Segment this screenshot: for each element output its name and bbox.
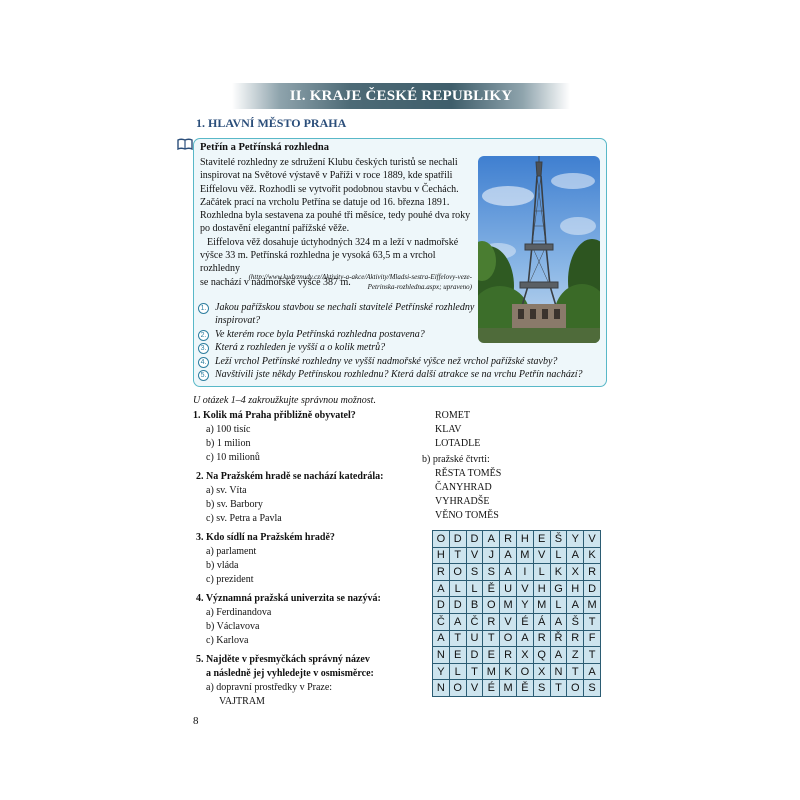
wordsearch-cell[interactable]: Z: [567, 647, 584, 664]
task-2-option[interactable]: b) sv. Barbory: [206, 499, 263, 510]
book-icon: [177, 138, 193, 150]
wordsearch-cell[interactable]: Č: [433, 614, 450, 631]
chapter-title: II. KRAJE ČESKÉ REPUBLIKY: [289, 87, 513, 104]
wordsearch-cell[interactable]: H: [517, 531, 534, 548]
wordsearch-cell[interactable]: U: [467, 631, 484, 648]
wordsearch-cell[interactable]: E: [534, 531, 551, 548]
anagram-word: KLAV: [435, 424, 462, 435]
task-5-part-a: a) dopravní prostředky v Praze:: [206, 682, 333, 693]
wordsearch-cell[interactable]: A: [433, 581, 450, 598]
question-number-badge: 5.: [198, 370, 209, 381]
wordsearch-cell[interactable]: R: [584, 564, 601, 581]
wordsearch-cell[interactable]: A: [567, 548, 584, 565]
wordsearch-cell[interactable]: Y: [517, 597, 534, 614]
question-number-badge: 1.: [198, 303, 209, 314]
article-line: se nachází v nadmořské výšce 387 m.: [200, 276, 351, 288]
instruction-text: U otázek 1–4 zakroužkujte správnou možnost.: [193, 395, 376, 406]
task-4-option[interactable]: b) Václavova: [206, 621, 260, 632]
question-item: [198, 369, 598, 382]
question-item: [198, 342, 598, 355]
wordsearch-cell[interactable]: L: [450, 664, 467, 681]
wordsearch-cell[interactable]: Š: [551, 531, 568, 548]
wordsearch-cell[interactable]: O: [450, 564, 467, 581]
article-line: Eiffelova věž dosahuje úctyhodných 324 m a leží v nadmořské: [207, 236, 459, 248]
wordsearch-cell[interactable]: R: [534, 631, 551, 648]
task-2-option[interactable]: a) sv. Víta: [206, 485, 247, 496]
wordsearch-cell[interactable]: O: [483, 597, 500, 614]
wordsearch-cell[interactable]: A: [517, 631, 534, 648]
wordsearch-cell[interactable]: T: [450, 631, 467, 648]
wordsearch-cell[interactable]: O: [450, 680, 467, 697]
article-line: Rozhledna byla sestavena za pouhé tři měsíce, tedy pouhé dva roky: [200, 210, 471, 222]
wordsearch-cell[interactable]: V: [534, 548, 551, 565]
wordsearch-cell[interactable]: Ě: [517, 680, 534, 697]
wordsearch-cell[interactable]: Č: [467, 614, 484, 631]
question-text: inspirovat?: [215, 315, 261, 327]
wordsearch-cell[interactable]: S: [534, 680, 551, 697]
wordsearch-cell[interactable]: Q: [534, 647, 551, 664]
article-line: výšce 33 m. Petřínská rozhledna je vysoká 63,5 m a vrchol rozhledny: [200, 250, 436, 275]
wordsearch-cell[interactable]: T: [467, 664, 484, 681]
task-1-question: 1. Kolik má Praha přibližně obyvatel?: [193, 410, 356, 421]
wordsearch-cell[interactable]: A: [500, 564, 517, 581]
wordsearch-cell[interactable]: J: [483, 548, 500, 565]
wordsearch-cell[interactable]: E: [450, 647, 467, 664]
wordsearch-cell[interactable]: A: [551, 647, 568, 664]
wordsearch-cell[interactable]: T: [483, 631, 500, 648]
wordsearch-cell[interactable]: M: [584, 597, 601, 614]
source-citation: [200, 272, 472, 292]
question-item: [198, 356, 598, 369]
wordsearch-cell[interactable]: I: [517, 564, 534, 581]
question-number-badge: 3.: [198, 343, 209, 354]
wordsearch-cell[interactable]: N: [433, 647, 450, 664]
wordsearch-cell[interactable]: X: [567, 564, 584, 581]
wordsearch-cell[interactable]: L: [534, 564, 551, 581]
task-3-option[interactable]: a) parlament: [206, 546, 257, 557]
task-4-option[interactable]: a) Ferdinandova: [206, 607, 272, 618]
wordsearch-cell[interactable]: A: [500, 548, 517, 565]
wordsearch-cell[interactable]: H: [567, 581, 584, 598]
wordsearch-cell[interactable]: T: [551, 680, 568, 697]
anagram-word: VĚNO TOMĚS: [435, 510, 499, 521]
anagram-word: ROMET: [435, 410, 470, 421]
wordsearch-cell[interactable]: L: [551, 548, 568, 565]
wordsearch-cell[interactable]: X: [517, 647, 534, 664]
wordsearch-cell[interactable]: M: [517, 548, 534, 565]
wordsearch-cell[interactable]: Š: [567, 614, 584, 631]
task-5-heading: a následně jej vyhledejte v osmisměrce:: [206, 668, 374, 679]
wordsearch-cell[interactable]: V: [517, 581, 534, 598]
wordsearch-cell[interactable]: D: [450, 531, 467, 548]
wordsearch-cell[interactable]: S: [483, 564, 500, 581]
chapter-banner: [232, 83, 570, 109]
wordsearch-cell[interactable]: H: [534, 581, 551, 598]
question-list: [198, 302, 598, 382]
wordsearch-cell[interactable]: Y: [567, 531, 584, 548]
wordsearch-cell[interactable]: M: [500, 597, 517, 614]
question-item: [198, 315, 598, 328]
section-title: 1. HLAVNÍ MĚSTO PRAHA: [196, 116, 347, 130]
task-1-option[interactable]: c) 10 milionů: [206, 452, 260, 463]
wordsearch-cell[interactable]: V: [467, 548, 484, 565]
wordsearch-cell[interactable]: V: [500, 614, 517, 631]
task-1-option[interactable]: a) 100 tisíc: [206, 424, 251, 435]
task-4-option[interactable]: c) Karlova: [206, 635, 249, 646]
wordsearch-cell[interactable]: A: [584, 664, 601, 681]
wordsearch-cell[interactable]: G: [551, 581, 568, 598]
wordsearch-cell[interactable]: O: [517, 664, 534, 681]
wordsearch-cell[interactable]: E: [483, 647, 500, 664]
question-number-badge: 2.: [198, 330, 209, 341]
article-line: inspirovat na Světové výstavě v Paříži v roce 1889, kde spatřili: [200, 170, 453, 182]
wordsearch-cell[interactable]: A: [450, 614, 467, 631]
wordsearch-cell[interactable]: R: [433, 564, 450, 581]
wordsearch-cell[interactable]: É: [483, 680, 500, 697]
wordsearch-cell[interactable]: D: [467, 647, 484, 664]
article-line: Eiffelovu věž. Rozhodli se vytvořit podobnou stavbu v Čechách.: [200, 183, 459, 195]
anagram-word: VAJTRAM: [219, 696, 265, 707]
wordsearch-cell[interactable]: O: [567, 680, 584, 697]
wordsearch-cell[interactable]: R: [567, 631, 584, 648]
wordsearch-cell[interactable]: M: [534, 597, 551, 614]
question-item: [198, 329, 598, 342]
wordsearch-cell[interactable]: Á: [534, 614, 551, 631]
wordsearch-cell[interactable]: Y: [433, 664, 450, 681]
wordsearch-cell[interactable]: A: [433, 631, 450, 648]
question-number-badge: 4.: [198, 357, 209, 368]
source-line: Petrinska-rozhledna.aspx; upraveno): [367, 283, 472, 291]
wordsearch-cell[interactable]: Ř: [551, 631, 568, 648]
wordsearch-cell[interactable]: T: [450, 548, 467, 565]
task-3-option[interactable]: b) vláda: [206, 560, 239, 571]
anagram-word: VYHRADŠE: [435, 496, 490, 507]
wordsearch-cell[interactable]: N: [551, 664, 568, 681]
wordsearch-grid: [432, 530, 601, 697]
wordsearch-cell[interactable]: B: [467, 597, 484, 614]
wordsearch-cell[interactable]: R: [500, 647, 517, 664]
source-line: (http://www.kudyznudy.cz/Aktivity-a-akce/Aktivity/Mladsi-sestra-Eiffelovy-veze-: [248, 273, 472, 281]
question-text: Která z rozhleden je vyšší a o kolik metrů?: [215, 342, 386, 354]
wordsearch-cell[interactable]: H: [433, 548, 450, 565]
wordsearch-cell[interactable]: O: [433, 531, 450, 548]
wordsearch-cell[interactable]: D: [450, 597, 467, 614]
task-2-question: 2. Na Pražském hradě se nachází katedrála:: [196, 471, 384, 482]
task-3-option[interactable]: c) prezident: [206, 574, 254, 585]
wordsearch-cell[interactable]: T: [584, 647, 601, 664]
wordsearch-cell[interactable]: T: [567, 664, 584, 681]
wordsearch-cell[interactable]: X: [534, 664, 551, 681]
wordsearch-cell[interactable]: O: [500, 631, 517, 648]
question-item: [198, 302, 598, 315]
article-line: po dostavění elegantní pařížské věže.: [200, 223, 350, 235]
wordsearch-cell[interactable]: U: [500, 581, 517, 598]
page-number: 8: [193, 715, 199, 727]
question-text: Leží vrchol Petřínské rozhledny ve vyšší nadmořské výšce než vrchol pařížské stavby?: [215, 355, 558, 367]
wordsearch-cell[interactable]: A: [551, 614, 568, 631]
wordsearch-cell[interactable]: A: [567, 597, 584, 614]
wordsearch-cell[interactable]: V: [584, 531, 601, 548]
anagram-word: ČANYHRAD: [435, 482, 492, 493]
article-line: Stavitelé rozhledny ze sdružení Klubu českých turistů se nechali: [200, 157, 458, 168]
wordsearch-cell[interactable]: Ě: [483, 581, 500, 598]
wordsearch-cell[interactable]: R: [500, 531, 517, 548]
article-text: [200, 156, 472, 289]
article-line: Začátek prací na vrcholu Petřína se datuje od 16. března 1891.: [200, 196, 450, 208]
wordsearch-cell[interactable]: K: [500, 664, 517, 681]
question-text: Jakou pařížskou stavbou se nechali stavitelé Petřínské rozhledny: [215, 302, 475, 313]
wordsearch-cell[interactable]: L: [450, 581, 467, 598]
task-5-part-b: b) pražské čtvrti:: [422, 454, 490, 465]
wordsearch-cell[interactable]: É: [517, 614, 534, 631]
task-1-option[interactable]: b) 1 milion: [206, 438, 251, 449]
wordsearch-cell[interactable]: M: [500, 680, 517, 697]
anagram-word: RĚSTA TOMĚS: [435, 468, 502, 479]
article-title: Petřín a Petřínská rozhledna: [200, 142, 330, 153]
task-2-option[interactable]: c) sv. Petra a Pavla: [206, 513, 282, 524]
question-text: Ve kterém roce byla Petřínská rozhledna postavena?: [215, 328, 425, 340]
wordsearch-cell[interactable]: K: [584, 548, 601, 565]
wordsearch-cell[interactable]: N: [433, 680, 450, 697]
question-text: Navštívili jste někdy Petřínskou rozhlednu? Která další atrakce se na vrchu Petřín nachází?: [215, 368, 583, 380]
wordsearch-cell[interactable]: D: [467, 531, 484, 548]
wordsearch-cell[interactable]: D: [433, 597, 450, 614]
wordsearch-cell[interactable]: S: [467, 564, 484, 581]
wordsearch-cell[interactable]: V: [467, 680, 484, 697]
wordsearch-cell[interactable]: K: [551, 564, 568, 581]
wordsearch-cell[interactable]: T: [584, 614, 601, 631]
wordsearch-cell[interactable]: S: [584, 680, 601, 697]
wordsearch-cell[interactable]: L: [467, 581, 484, 598]
task-3-question: 3. Kdo sídlí na Pražském hradě?: [196, 532, 335, 543]
wordsearch-cell[interactable]: A: [483, 531, 500, 548]
wordsearch-cell[interactable]: R: [483, 614, 500, 631]
task-5-heading: 5. Najděte v přesmyčkách správný název: [196, 654, 370, 665]
task-4-question: 4. Významná pražská univerzita se nazývá:: [196, 593, 381, 604]
wordsearch-cell[interactable]: L: [551, 597, 568, 614]
anagram-word: LOTADLE: [435, 438, 481, 449]
wordsearch-cell[interactable]: M: [483, 664, 500, 681]
wordsearch-cell[interactable]: F: [584, 631, 601, 648]
wordsearch-cell[interactable]: D: [584, 581, 601, 598]
